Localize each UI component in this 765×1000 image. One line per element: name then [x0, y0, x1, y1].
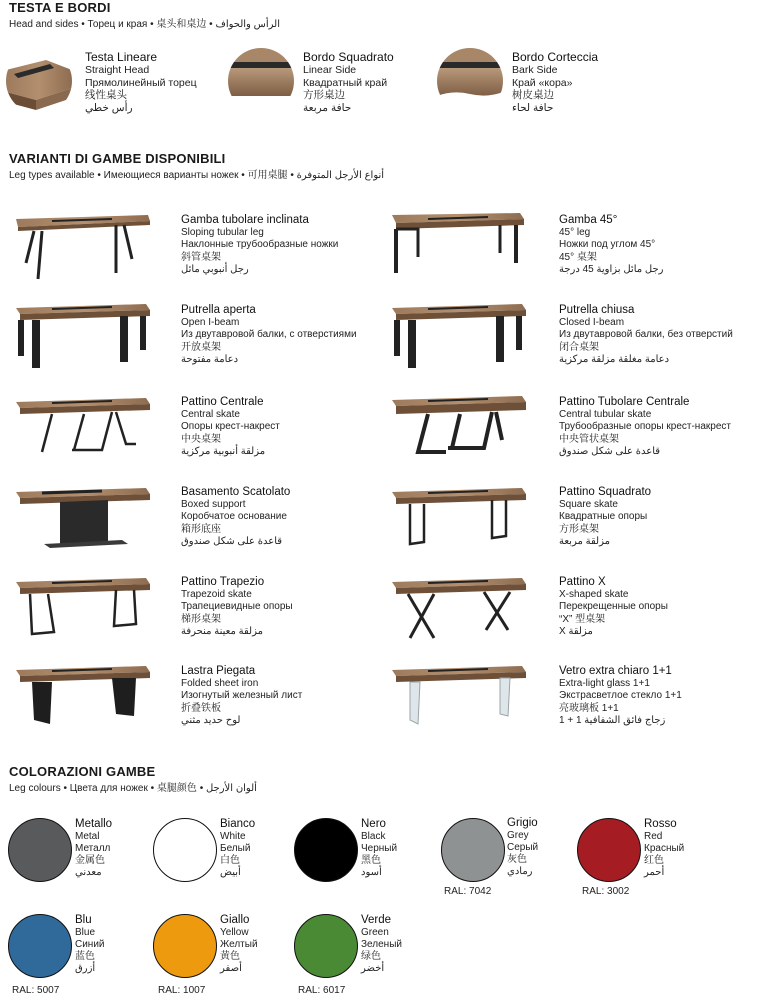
leg-name: Pattino Tubolare Centrale [559, 396, 690, 408]
table-trapezoid-skate-image [12, 572, 152, 652]
colour-text [644, 818, 684, 879]
edge-en: Linear Side [303, 64, 357, 76]
leg-en: Trapezoid skate [181, 589, 252, 600]
leg-text [181, 304, 357, 367]
leg-text [559, 486, 651, 549]
colour-name: Nero [361, 818, 386, 830]
edge-straight-head-text [85, 50, 197, 114]
leg-name: Lastra Piegata [181, 665, 256, 677]
leg-ru: Экстрасветлое стекло 1+1 [559, 690, 682, 702]
colour-ru: Синий [75, 939, 105, 950]
edge-name: Bordo Squadrato [303, 50, 394, 64]
edge-linear-side-image [228, 48, 294, 114]
colour-ru: Красный [644, 843, 685, 854]
colour-ar: رمادي [507, 866, 533, 877]
colour-text [220, 914, 258, 975]
leg-ar: لوح حديد مثني [181, 715, 241, 727]
leg-ar: رجل مائل بزاوية 45 درجة [559, 264, 664, 276]
leg-ru: Коробчатое основание [181, 511, 287, 523]
colour-en: Grey [507, 830, 529, 841]
colour-ru: Серый [507, 842, 539, 853]
edge-bark-side-text [512, 50, 598, 114]
leg-ar: مزلقة مربعة [559, 536, 610, 548]
table-central-skate-image [12, 390, 152, 470]
edge-en: Straight Head [85, 64, 150, 76]
colour-ru: Белый [220, 843, 251, 854]
leg-text [559, 576, 668, 639]
colour-name: Metallo [75, 818, 113, 830]
leg-zh: 开放桌架 [181, 341, 221, 353]
colour-ru: Зеленый [361, 939, 402, 950]
leg-name: Pattino Trapezio [181, 576, 265, 588]
table-extra-light-glass-image [388, 662, 528, 742]
table-x-shaped-skate-image [388, 572, 528, 652]
edge-ar: رأس خطي [85, 101, 133, 114]
leg-name: Vetro extra chiaro 1+1 [559, 665, 672, 677]
leg-zh: 中央桌架 [181, 433, 221, 445]
table-open-i-beam-image [12, 296, 152, 376]
leg-name: Putrella chiusa [559, 304, 635, 316]
leg-text [559, 304, 733, 367]
leg-text [181, 665, 302, 728]
ral-yellow: RAL: 1007 [158, 985, 206, 996]
colour-en: White [220, 831, 246, 842]
leg-text [559, 396, 731, 459]
leg-text [559, 665, 682, 728]
colour-text [361, 914, 402, 975]
ral-green: RAL: 6017 [298, 985, 346, 996]
colour-zh: 红色 [644, 855, 664, 866]
leg-name: Gamba 45° [559, 214, 618, 226]
leg-name: Pattino Centrale [181, 396, 264, 408]
table-central-tubular-skate-image [388, 390, 528, 470]
leg-ru: Из двутавровой балки, без отверстий [559, 329, 733, 341]
leg-text [181, 214, 338, 277]
ral-red: RAL: 3002 [582, 886, 630, 897]
edge-name: Testa Lineare [85, 50, 158, 64]
leg-en: 45° leg [559, 227, 591, 238]
leg-ru: Ножки под углом 45° [559, 239, 656, 251]
colour-name: Verde [361, 914, 392, 926]
ral-grey: RAL: 7042 [444, 886, 492, 897]
edge-zh: 树皮桌边 [512, 89, 554, 102]
colour-ar: أبيض [220, 867, 241, 878]
leg-en: Extra-light glass 1+1 [559, 678, 650, 689]
leg-zh: 梯形桌架 [181, 613, 221, 625]
leg-en: Central skate [181, 409, 240, 420]
leg-ru: Из двутавровой балки, с отверстиями [181, 329, 357, 341]
leg-zh: 闭合桌架 [559, 341, 599, 353]
leg-ar: رجل أنبوبي مائل [181, 264, 249, 276]
edge-bark-side-image [437, 48, 503, 114]
leg-name: Putrella aperta [181, 304, 256, 316]
colours-title: COLORAZIONI GAMBE [9, 764, 156, 779]
colour-zh: 黑色 [361, 855, 381, 866]
colour-ar: أحمر [644, 867, 665, 878]
colour-en: Metal [75, 831, 100, 842]
swatch-green [294, 914, 358, 978]
leg-ar: دعامة مفتوحة [181, 354, 239, 366]
edges-title: TESTA E BORDI [9, 0, 111, 15]
swatch-blue [8, 914, 72, 978]
swatch-metal [8, 818, 72, 882]
colour-ar: أسود [361, 867, 382, 878]
colour-name: Bianco [220, 818, 256, 830]
swatch-yellow [153, 914, 217, 978]
colour-name: Grigio [507, 817, 538, 829]
colour-en: Blue [75, 927, 96, 938]
leg-zh: 中央管状桌架 [559, 433, 619, 445]
leg-zh: 亮玻璃板 1+1 [559, 702, 619, 714]
colour-name: Rosso [644, 818, 677, 830]
leg-ar: قاعدة على شكل صندوق [181, 536, 283, 548]
colour-zh: 金属色 [75, 855, 105, 866]
colour-ar: أزرق [75, 963, 96, 974]
colour-text [220, 818, 255, 879]
colour-en: Red [644, 831, 663, 842]
leg-ar: قاعدة على شكل صندوق [559, 446, 661, 458]
colour-ar: معدني [75, 867, 102, 878]
swatch-grey [441, 818, 505, 882]
leg-zh: “X” 型桌架 [559, 613, 606, 625]
swatch-white [153, 818, 217, 882]
leg-ru: Трубообразные опоры крест-накрест [559, 421, 731, 433]
edge-ru: Квадратный край [303, 76, 388, 89]
colour-zh: 白色 [220, 855, 240, 866]
leg-en: Open I-beam [181, 317, 240, 328]
leg-ru: Квадратные опоры [559, 511, 648, 523]
leg-text [181, 486, 290, 549]
colours-subtitle: Leg colours • Цвета для ножек • 桌腿颜色 • ألوان الأرجل [9, 783, 257, 794]
leg-ru: Изогнутый железный лист [181, 690, 303, 702]
colour-text [361, 818, 397, 879]
table-boxed-support-image [12, 482, 152, 562]
edge-name: Bordo Corteccia [512, 50, 599, 64]
leg-en: Central tubular skate [559, 409, 652, 420]
table-45-leg-image [388, 205, 528, 285]
leg-ru: Трапециевидные опоры [181, 601, 293, 613]
colour-zh: 绿色 [361, 951, 381, 962]
leg-name: Gamba tubolare inclinata [181, 214, 309, 226]
leg-ru: Перекрещенные опоры [559, 601, 668, 613]
edge-straight-head-image [6, 48, 72, 114]
leg-ar: دعامة مغلقة مزلقة مركزية [559, 354, 670, 366]
colour-text [507, 817, 538, 878]
ral-blue: RAL: 5007 [12, 985, 60, 996]
legs-subtitle: Leg types available • Имеющиеся варианты ножек • 可用桌腿 • أنواع الأرجل المتوفرة [9, 170, 385, 181]
leg-zh: 箱形底座 [181, 523, 221, 535]
leg-text [181, 396, 280, 459]
leg-ru: Наклонные трубообразные ножки [181, 239, 339, 251]
leg-zh: 方形桌架 [559, 523, 599, 535]
colour-name: Blu [75, 914, 92, 926]
edge-ar: حافة لحاء [512, 101, 554, 114]
leg-en: Square skate [559, 499, 618, 510]
edge-ru: Край «кора» [512, 76, 573, 89]
swatch-red [577, 818, 641, 882]
leg-en: Boxed support [181, 499, 246, 510]
colour-ar: أخضر [361, 963, 385, 974]
colour-text [75, 914, 105, 975]
edge-zh: 方形桌边 [303, 89, 345, 102]
colour-en: Green [361, 927, 389, 938]
leg-ar: زجاج فائق الشفافية 1 + 1 [559, 715, 666, 727]
colour-ar: أصفر [220, 963, 242, 974]
colour-name: Giallo [220, 914, 250, 926]
edge-en: Bark Side [512, 64, 558, 76]
colour-ru: Металл [75, 843, 111, 854]
colour-ru: Черный [361, 843, 398, 854]
leg-en: Sloping tubular leg [181, 227, 264, 238]
leg-ar: مزلقة أنبوبية مركزية [181, 446, 266, 458]
colour-ru: Желтый [220, 939, 258, 950]
leg-ar: مزلقة معينة منحرفة [181, 626, 263, 638]
leg-en: X-shaped skate [559, 589, 629, 600]
legs-title: VARIANTI DI GAMBE DISPONIBILI [9, 151, 226, 166]
table-folded-sheet-iron-image [12, 662, 152, 742]
colour-en: Yellow [220, 927, 249, 938]
leg-name: Pattino X [559, 576, 606, 588]
edges-subtitle: Head and sides • Торец и края • 桌头和桌边 • الرأس والحواف [9, 19, 280, 30]
swatch-black [294, 818, 358, 882]
colour-zh: 蓝色 [75, 951, 95, 962]
leg-zh: 折叠铁板 [181, 702, 221, 714]
table-square-skate-image [388, 482, 528, 562]
table-closed-i-beam-image [388, 296, 528, 376]
edge-ru: Прямолинейный торец [85, 76, 197, 89]
leg-text [559, 214, 663, 277]
leg-zh: 45° 桌架 [559, 251, 597, 263]
table-sloping-tubular-leg-image [12, 205, 152, 285]
leg-ru: Опоры крест-накрест [181, 421, 280, 433]
colour-en: Black [361, 831, 386, 842]
leg-text [181, 576, 293, 639]
edge-linear-side-text [303, 50, 394, 114]
leg-name: Pattino Squadrato [559, 486, 652, 498]
colour-text [75, 818, 112, 879]
leg-en: Closed I-beam [559, 317, 625, 328]
leg-name: Basamento Scatolato [181, 486, 291, 498]
edge-ar: حافة مربعة [303, 101, 352, 114]
leg-ar: X مزلقة [559, 626, 593, 638]
leg-en: Folded sheet iron [181, 678, 259, 689]
colour-zh: 黄色 [220, 951, 240, 962]
leg-zh: 斜管桌架 [181, 251, 221, 263]
colour-zh: 灰色 [507, 854, 527, 865]
edge-zh: 线性桌头 [85, 89, 127, 102]
